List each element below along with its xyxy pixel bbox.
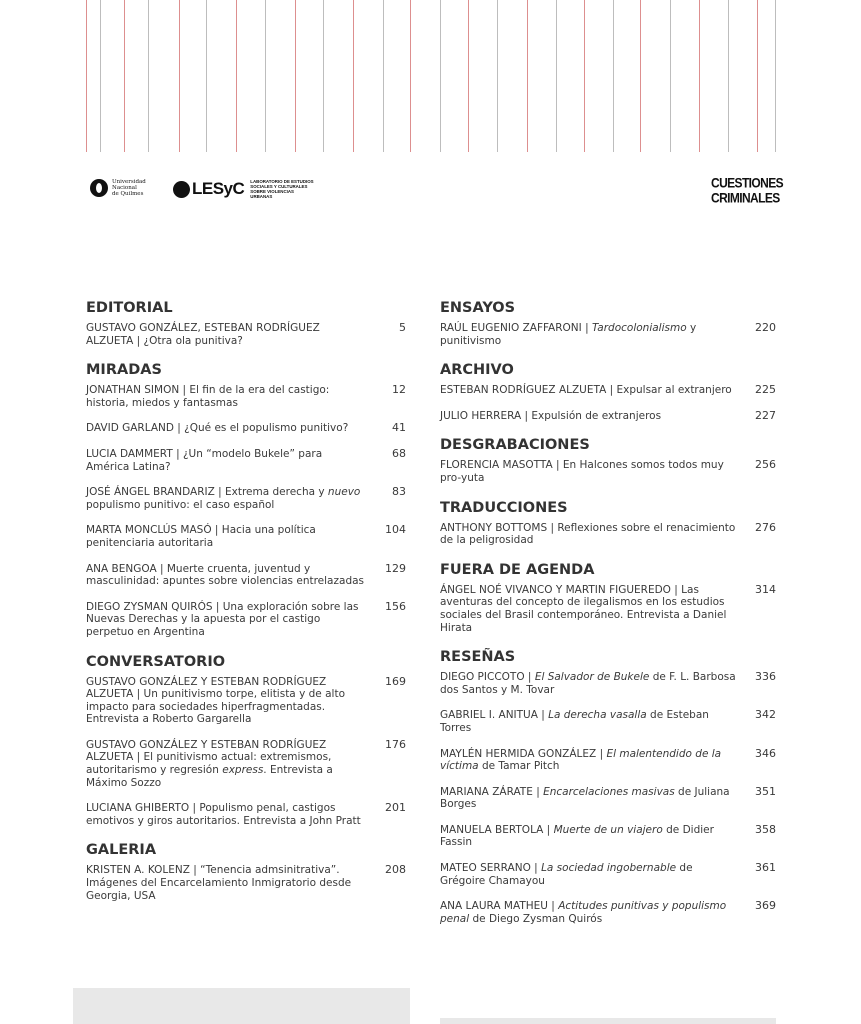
toc-section xyxy=(86,652,406,828)
unq-line-1: Universidad xyxy=(112,179,146,185)
toc-entry[interactable] xyxy=(86,802,406,827)
toc-entry[interactable] xyxy=(86,422,406,435)
footer-band-left xyxy=(73,988,410,1024)
toc-entry[interactable] xyxy=(86,864,406,902)
toc-entry-page: 169 xyxy=(385,674,406,688)
toc-entry[interactable] xyxy=(440,410,776,423)
toc-entry-text: JONATHAN SIMON | El fin de la era del castigo: historia, miedos y fantasmas xyxy=(86,384,330,409)
stripe-line xyxy=(353,0,354,152)
section-title: MIRADAS xyxy=(86,362,162,379)
toc-entry-page: 208 xyxy=(385,863,406,877)
toc-entry-page: 41 xyxy=(392,421,406,435)
toc-entry[interactable] xyxy=(440,900,776,925)
lesyc-subtitle xyxy=(250,179,316,199)
cc-line-2: CRIMINALES xyxy=(711,189,780,206)
toc-entry[interactable] xyxy=(440,459,776,484)
lesyc-logo-icon xyxy=(173,181,190,198)
toc-entry[interactable] xyxy=(86,563,406,588)
lesyc-sub-line-2: SOCIALES Y CULTURALES xyxy=(250,184,308,189)
toc-entry-text: MAYLÉN HERMIDA GONZÁLEZ | El malentendido de la víctima de Tamar Pitch xyxy=(440,747,722,773)
toc-section xyxy=(86,840,406,902)
toc-entry-text: MARTA MONCLÚS MASÓ | Hacia una política penitenciaria autoritaria xyxy=(86,524,316,549)
lesyc-logo xyxy=(173,179,316,199)
toc-entry-page: 129 xyxy=(385,561,406,575)
toc-section xyxy=(440,298,776,347)
toc-entry-text: ANA BENGOA | Muerte cruenta, juventud y masculinidad: apuntes sobre violencias entrelazadas xyxy=(86,562,365,588)
toc-entry[interactable] xyxy=(86,676,406,726)
toc-entry-text: DIEGO PICCOTO | El Salvador de Bukele de F. L. Barbosa dos Santos y M. Tovar xyxy=(440,671,736,696)
toc-entry-text: DAVID GARLAND | ¿Qué es el populismo punitivo? xyxy=(86,422,349,435)
toc-right-column xyxy=(440,298,776,938)
section-title: DESGRABACIONES xyxy=(440,437,590,454)
stripe-line xyxy=(148,0,149,152)
toc-entry-page: 342 xyxy=(755,708,776,722)
toc-entry-page: 346 xyxy=(755,746,776,760)
toc-entry-page: 314 xyxy=(755,582,776,596)
toc-entry-text: ANTHONY BOTTOMS | Reflexiones sobre el renacimiento de la peligrosidad xyxy=(440,521,736,547)
toc-entry-text: LUCIANA GHIBERTO | Populismo penal, castigos emotivos y giros autoritarios. Entrevista a John Pratt xyxy=(86,802,361,827)
stripe-line xyxy=(640,0,641,152)
stripe-line xyxy=(440,0,441,152)
toc-entry-text: ÁNGEL NOÉ VIVANCO Y MARTIN FIGUEREDO | Las aventuras del concepto de ilegalismos en los estudios sociales del Brasil contemporáneo. Entrevista a Daniel Hirata xyxy=(440,583,727,634)
stripe-line xyxy=(556,0,557,152)
toc-entry-page: 83 xyxy=(392,485,406,499)
toc-entry-page: 176 xyxy=(385,737,406,751)
lesyc-sub-line-1: LABORATORIO DE ESTUDIOS xyxy=(250,179,314,184)
section-title: ARCHIVO xyxy=(440,362,514,379)
toc-section xyxy=(86,298,406,347)
toc-left-column xyxy=(86,298,406,915)
stripe-line xyxy=(86,0,87,152)
stripe-line xyxy=(757,0,758,152)
stripe-line xyxy=(179,0,180,152)
toc-entry[interactable] xyxy=(440,671,776,696)
toc-entry-text: MARIANA ZÁRATE | Encarcelaciones masivas de Juliana Borges xyxy=(440,785,730,811)
lesyc-wordmark: LESyC xyxy=(192,179,245,198)
toc-entry-page: 104 xyxy=(385,523,406,537)
toc-entry-text: LUCIA DAMMERT | ¿Un “modelo Bukele” para América Latina? xyxy=(86,447,323,473)
decorative-stripes xyxy=(0,0,861,152)
toc-entry-text: JULIO HERRERA | Expulsión de extranjeros xyxy=(440,409,662,422)
toc-entry-text: GUSTAVO GONZÁLEZ, ESTEBAN RODRÍGUEZ ALZUETA | ¿Otra ola punitiva? xyxy=(86,322,320,347)
unq-line-3: de Quilmes xyxy=(112,191,144,197)
stripe-line xyxy=(323,0,324,152)
unq-line-2: Nacional xyxy=(112,185,137,191)
toc-section xyxy=(440,560,776,634)
toc-section xyxy=(440,498,776,547)
toc-entry-page: 227 xyxy=(755,408,776,422)
toc-entry-page: 156 xyxy=(385,599,406,613)
toc-entry-text: KRISTEN A. KOLENZ | “Tenencia admsinitrativa”. Imágenes del Encarcelamiento Inmigratorio desde Georgia, USA xyxy=(86,864,352,902)
toc-entry[interactable] xyxy=(440,322,776,347)
toc-entry-page: 369 xyxy=(755,899,776,913)
toc-entry[interactable] xyxy=(440,824,776,849)
section-title: ENSAYOS xyxy=(440,300,516,316)
stripe-line xyxy=(497,0,498,152)
toc-entry[interactable] xyxy=(86,739,406,789)
toc-section xyxy=(440,647,776,925)
toc-entry-page: 358 xyxy=(755,822,776,836)
stripe-line xyxy=(468,0,469,152)
toc-entry[interactable] xyxy=(440,384,776,397)
toc-entry-page: 12 xyxy=(392,383,406,397)
section-title: EDITORIAL xyxy=(86,300,173,316)
unq-logo-icon xyxy=(90,179,108,197)
stripe-line xyxy=(527,0,528,152)
section-title: FUERA DE AGENDA xyxy=(440,561,595,578)
stripe-line xyxy=(670,0,671,152)
toc-section xyxy=(440,360,776,422)
toc-entry[interactable] xyxy=(440,862,776,887)
toc-entry-text: ANA LAURA MATHEU | Actitudes punitivas y populismo penal de Diego Zysman Quirós xyxy=(440,900,727,925)
toc-entry[interactable] xyxy=(86,384,406,409)
stripe-line xyxy=(295,0,296,152)
stripe-line xyxy=(100,0,101,152)
cuestiones-criminales-logo xyxy=(711,176,783,206)
stripe-line xyxy=(613,0,614,152)
stripe-line xyxy=(728,0,729,152)
stripe-line xyxy=(775,0,776,152)
stripe-line xyxy=(383,0,384,152)
toc-entry[interactable] xyxy=(440,709,776,734)
toc-entry[interactable] xyxy=(440,584,776,634)
stripe-line xyxy=(584,0,585,152)
cc-line-1: CUESTIONES xyxy=(711,174,784,191)
toc-entry[interactable] xyxy=(86,601,406,639)
toc-entry-text: JOSÉ ÁNGEL BRANDARIZ | Extrema derecha y nuevo populismo punitivo: el caso español xyxy=(86,486,361,511)
toc-entry-text: DIEGO ZYSMAN QUIRÓS | Una exploración sobre las Nuevas Derechas y la apuesta por el castigo perpetuo en Argentina xyxy=(86,600,359,638)
unq-logo-text xyxy=(112,179,148,197)
unq-logo xyxy=(90,179,148,197)
toc-entry-page: 220 xyxy=(755,321,776,334)
section-title: TRADUCCIONES xyxy=(440,499,568,516)
toc-entry-page: 276 xyxy=(755,520,776,534)
section-title: GALERIA xyxy=(86,842,157,859)
toc-entry-text: GABRIEL I. ANITUA | La derecha vasalla de Esteban Torres xyxy=(440,709,709,734)
footer-band-right xyxy=(440,1018,776,1024)
toc-entry-page: 361 xyxy=(755,861,776,875)
toc-entry-text: MATEO SERRANO | La sociedad ingobernable de Grégoire Chamayou xyxy=(440,862,693,887)
section-title: RESEÑAS xyxy=(440,649,516,666)
stripe-line xyxy=(265,0,266,152)
toc-entry-page: 201 xyxy=(385,801,406,815)
toc-entry-page: 256 xyxy=(755,458,776,472)
toc-section xyxy=(440,435,776,484)
toc-entry[interactable] xyxy=(86,322,406,347)
section-title: CONVERSATORIO xyxy=(86,653,226,670)
stripe-line xyxy=(699,0,700,152)
toc-section xyxy=(86,360,406,638)
stripe-line xyxy=(410,0,411,152)
toc-entry-text: GUSTAVO GONZÁLEZ Y ESTEBAN RODRÍGUEZ ALZUETA | El punitivismo actual: extremismos, autoritarismo y regresión express. Entrevista a Máximo Sozzo xyxy=(86,738,333,789)
toc-entry[interactable] xyxy=(440,786,776,811)
toc-entry-page: 5 xyxy=(399,321,406,334)
toc-entry[interactable] xyxy=(440,522,776,547)
toc-entry[interactable] xyxy=(440,748,776,773)
stripe-line xyxy=(206,0,207,152)
toc-entry[interactable] xyxy=(86,448,406,473)
toc-entry-page: 225 xyxy=(755,383,776,397)
toc-entry[interactable] xyxy=(86,524,406,549)
lesyc-sub-line-3: SOBRE VIOLENCIAS URBANAS xyxy=(250,189,294,199)
toc-entry-text: GUSTAVO GONZÁLEZ Y ESTEBAN RODRÍGUEZ ALZUETA | Un punitivismo torpe, elitista y de alto impacto para sociedades hiperfragmentadas. Entrevista a Roberto Gargarella xyxy=(86,675,345,726)
toc-entry[interactable] xyxy=(86,486,406,511)
stripe-line xyxy=(124,0,125,152)
toc-entry-page: 351 xyxy=(755,784,776,798)
toc-entry-text: ESTEBAN RODRÍGUEZ ALZUETA | Expulsar al extranjero xyxy=(440,384,732,397)
stripe-line xyxy=(236,0,237,152)
toc-entry-page: 68 xyxy=(392,446,406,460)
toc-entry-text: FLORENCIA MASOTTA | En Halcones somos todos muy pro-yuta xyxy=(440,459,724,484)
toc-entry-text: MANUELA BERTOLA | Muerte de un viajero de Didier Fassin xyxy=(440,823,714,849)
toc-entry-page: 336 xyxy=(755,670,776,684)
toc-entry-text: RAÚL EUGENIO ZAFFARONI | Tardocolonialismo y punitivismo xyxy=(440,322,697,347)
